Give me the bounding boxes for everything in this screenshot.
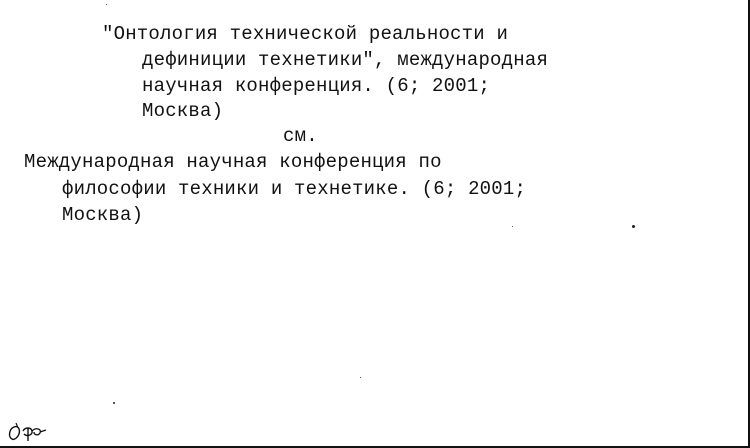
- scan-speck: [512, 226, 513, 227]
- heading-line-1: "Онтология технической реальности и: [102, 23, 509, 45]
- scan-speck: [360, 377, 361, 378]
- heading-line-2: дефиниции технетики", международная: [142, 49, 549, 71]
- handwritten-mark-icon: [6, 419, 50, 443]
- see-reference-label: см.: [283, 125, 318, 147]
- scan-speck: [106, 4, 107, 5]
- scan-speck: [632, 225, 635, 228]
- heading-line-4: Москва): [142, 100, 224, 122]
- target-line-2: философии техники и технетике. (6; 2001;: [62, 178, 527, 200]
- target-line-1: Международная научная конференция по: [24, 151, 442, 173]
- scan-speck: [113, 402, 115, 404]
- heading-line-3: научная конференция. (6; 2001;: [142, 75, 491, 97]
- target-line-3: Москва): [62, 204, 144, 226]
